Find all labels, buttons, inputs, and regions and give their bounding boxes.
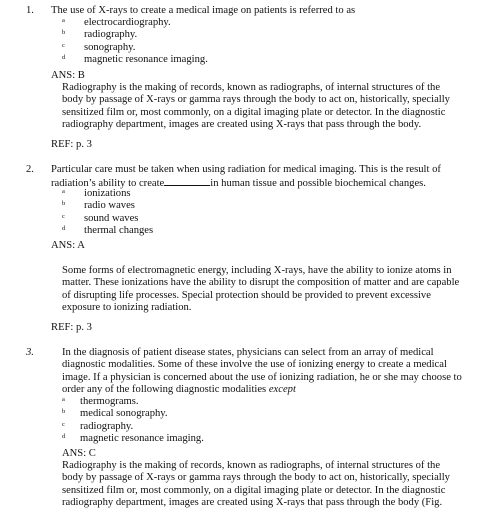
page-reference: REF: p. 3 xyxy=(51,139,92,150)
answer-rationale: Radiography is the making of records, known as radiographs, of internal structures of the body by passage of X-rays or gamma rays through the body to act on, historically, specially sensitized film or, most commonly, on a digital imaging plate or detector. In the diagnostic radiography department, images are created using X-rays that pass through the body. xyxy=(62,82,450,130)
option-text: ionizations xyxy=(84,188,131,199)
question-number: 3. xyxy=(26,347,34,358)
option-text: magnetic resonance imaging. xyxy=(84,53,208,65)
option-letter: d xyxy=(62,432,66,440)
option-text: radiography. xyxy=(84,29,138,41)
option-letter: a xyxy=(62,188,65,195)
option-c xyxy=(0,421,500,433)
option-letter: c xyxy=(62,212,65,220)
option-letter: a xyxy=(62,396,65,403)
option-letter: b xyxy=(62,200,66,208)
options-list-1 xyxy=(0,17,500,66)
option-text: medical sonography. xyxy=(80,408,168,420)
question-stem xyxy=(62,347,462,396)
option-c xyxy=(0,213,500,225)
option-text: thermograms. xyxy=(80,396,139,407)
question-number: 2. xyxy=(26,164,34,175)
option-letter: d xyxy=(62,53,66,61)
option-text: radio waves xyxy=(84,200,135,212)
answer-blank xyxy=(164,176,210,186)
option-b xyxy=(0,29,500,41)
stem-text-before: Particular care must be taken when using radiation for medical imaging. This is the result of radiation’s ability to create xyxy=(51,164,441,190)
option-letter: d xyxy=(62,224,66,232)
answer-rationale: Radiography is the making of records, known as radiographs, of internal structures of the body by passage of X-rays or gamma rays through the body to act on, historically, specially sensitized film or, most commonly, on a digital imaging plate or detector. In the diagnostic radiography department, images are created using X-rays that pass through the body (Fig. xyxy=(62,460,450,508)
option-d xyxy=(0,433,500,445)
option-text: magnetic resonance imaging. xyxy=(80,432,204,444)
answer-key: ANS: A xyxy=(51,240,85,251)
option-a xyxy=(0,396,500,408)
option-text: thermal changes xyxy=(84,224,154,236)
option-letter: c xyxy=(62,420,65,428)
option-a xyxy=(0,188,500,200)
answer-key: ANS: B xyxy=(51,70,85,81)
option-letter: b xyxy=(62,29,66,37)
question-stem xyxy=(51,164,456,191)
page-reference: REF: p. 3 xyxy=(51,322,92,333)
option-text: sonography. xyxy=(84,41,136,53)
option-c xyxy=(0,42,500,54)
stem-text: In the diagnosis of patient disease states, physicians can select from an array of medical diagnostic modalities. Some of these involve the use of ionizing energy to create a medical image. If a physician is concerned about the use of ionizing radiation, he or she may choose to order any of the following diagnostic modalities xyxy=(62,347,462,395)
stem-text-after: in human tissue and possible biochemical changes. xyxy=(210,178,426,190)
option-text: sound waves xyxy=(84,212,139,224)
option-text: radiography. xyxy=(80,420,134,432)
option-text: electrocardiography. xyxy=(84,17,171,28)
option-b xyxy=(0,408,500,420)
option-letter: b xyxy=(62,408,66,416)
option-d xyxy=(0,54,500,66)
question-stem: The use of X-rays to create a medical image on patients is referred to as xyxy=(51,5,356,16)
answer-rationale: Some forms of electromagnetic energy, including X-rays, have the ability to ionize atoms in matter. These ionizations have the ability to disrupt the composition of matter and are capable of disrupting life processes. Special protection should be provided to prevent excessive exposure to ionizing radiation. xyxy=(62,265,460,313)
option-d xyxy=(0,225,500,237)
option-letter: c xyxy=(62,41,65,49)
options-list-3 xyxy=(0,396,500,445)
option-b xyxy=(0,200,500,212)
option-a xyxy=(0,17,500,29)
question-number: 1. xyxy=(26,5,34,16)
stem-emphasis: except xyxy=(268,383,296,395)
option-letter: a xyxy=(62,17,65,24)
options-list-2 xyxy=(0,188,500,237)
answer-key: ANS: C xyxy=(62,448,96,459)
